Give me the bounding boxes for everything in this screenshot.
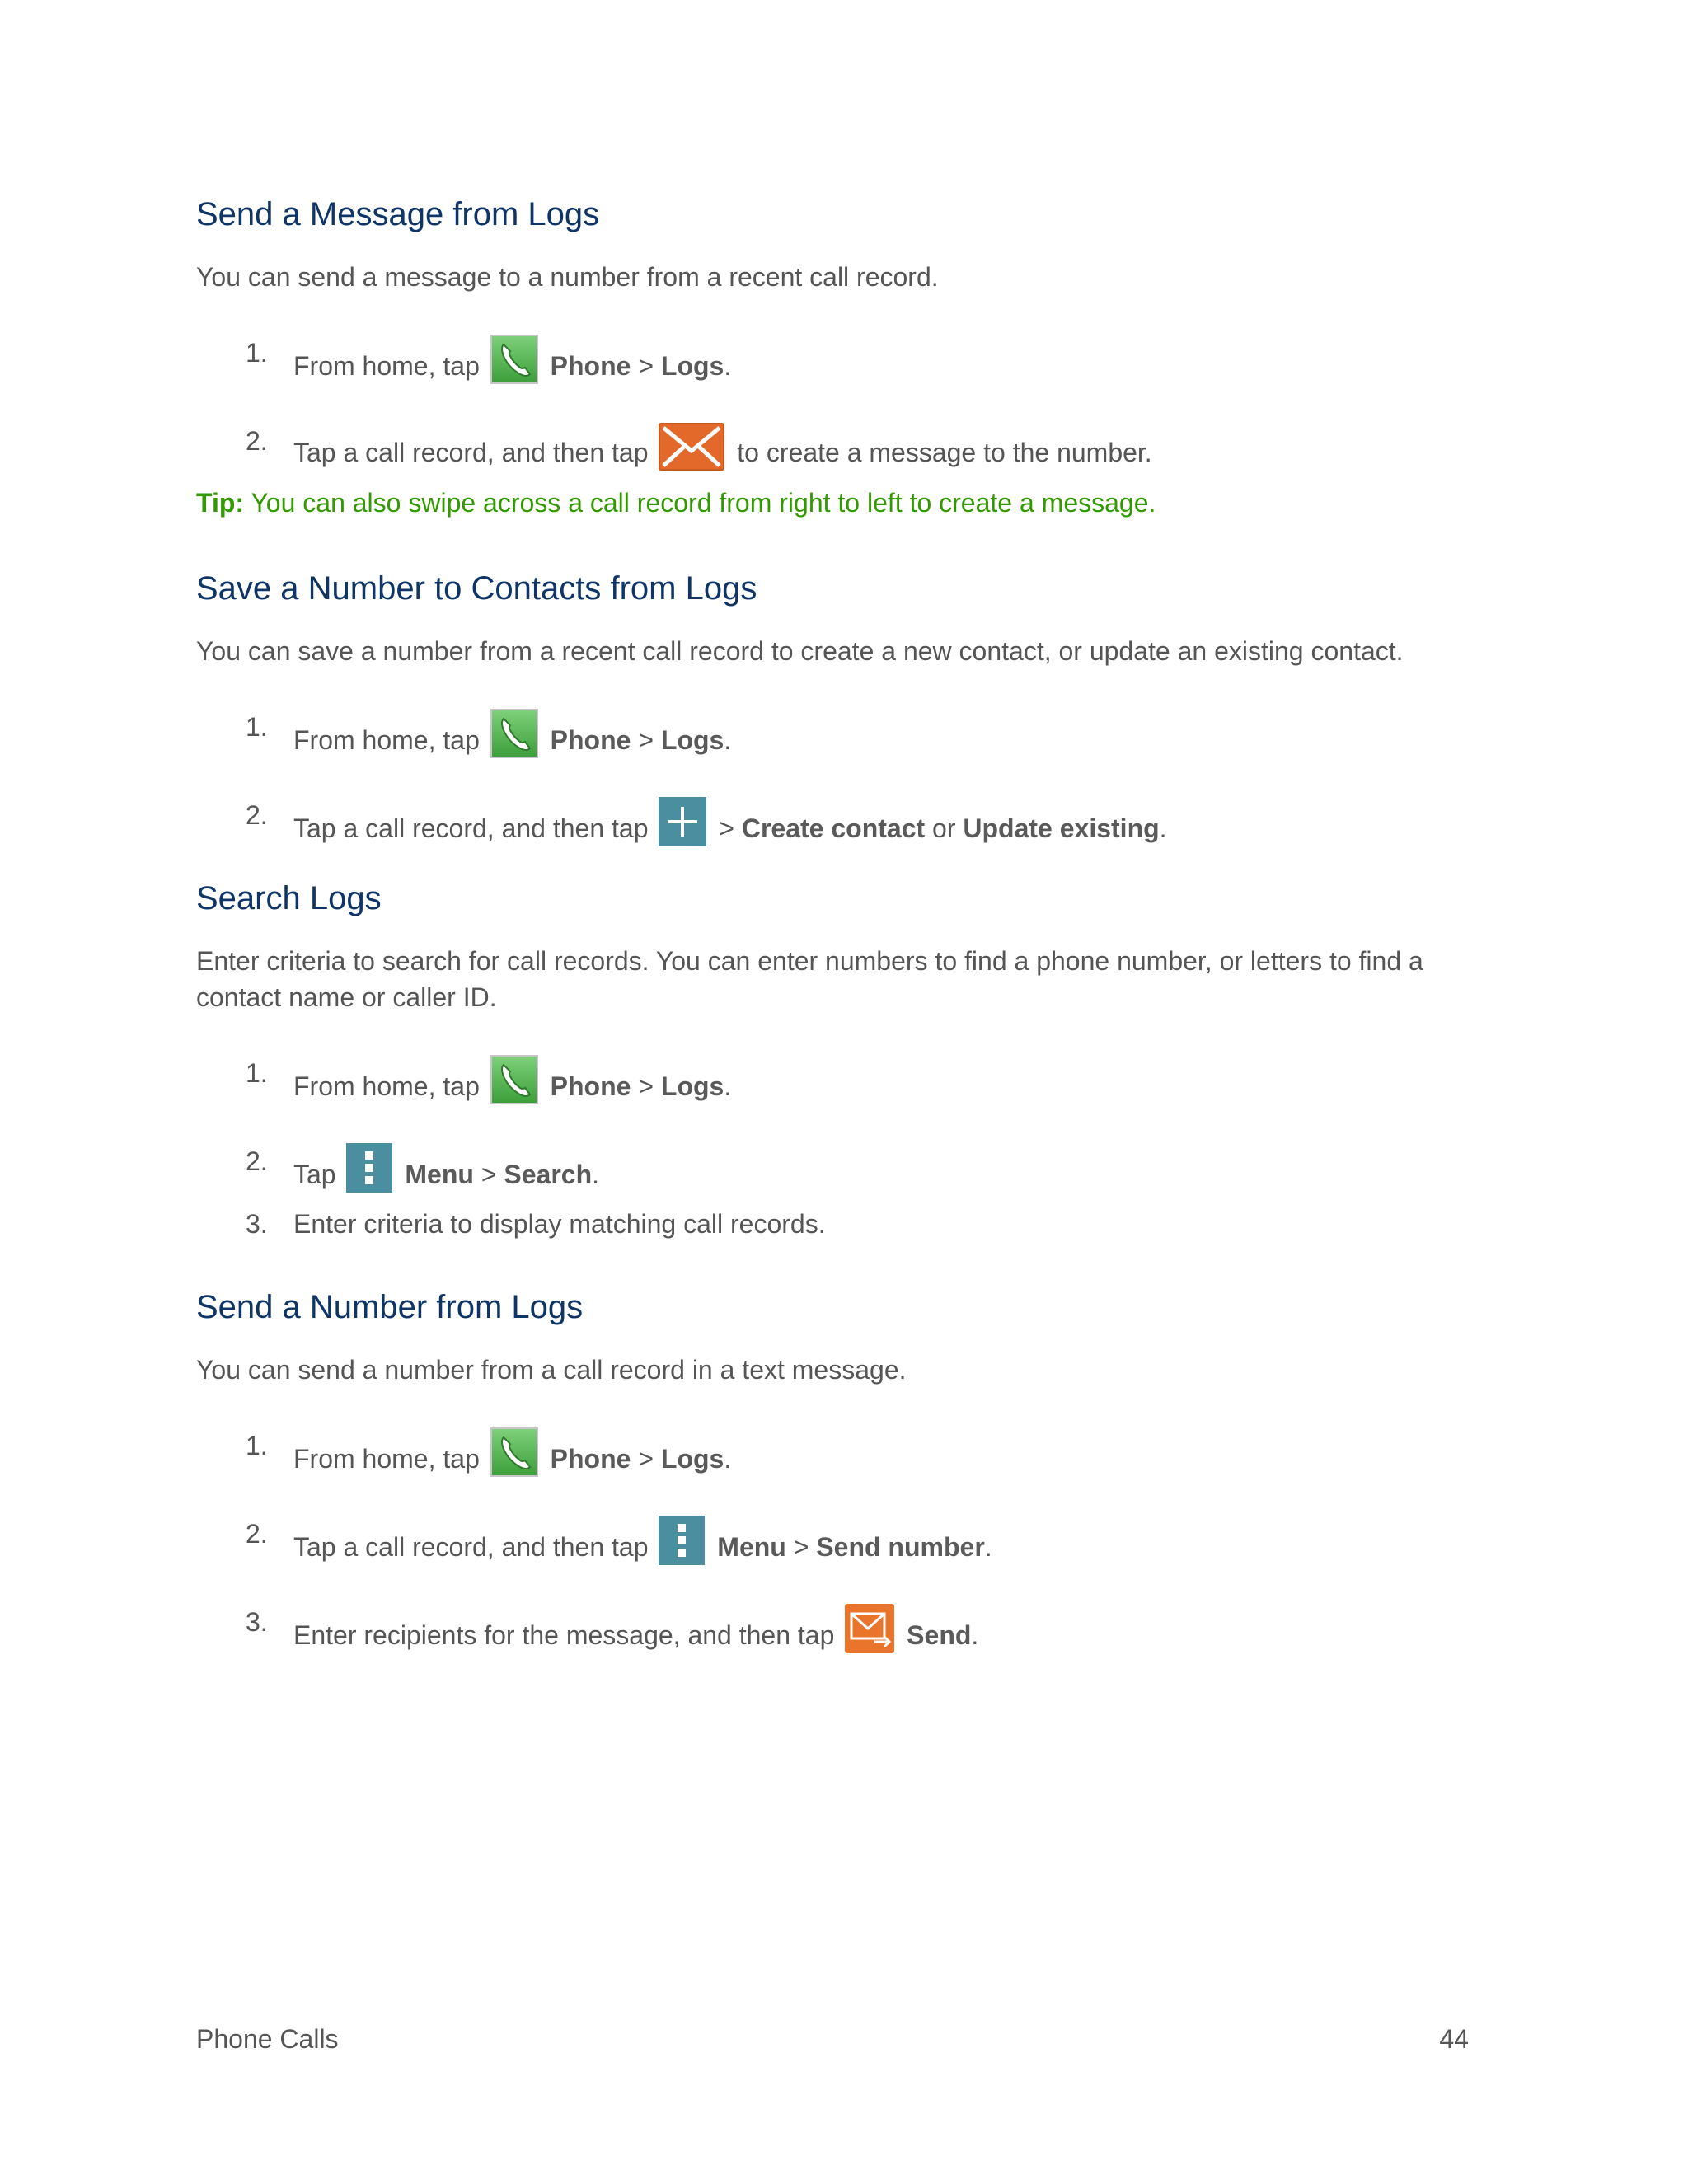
step-bold-1: Phone [550, 1071, 631, 1101]
step-text: From home, tap [293, 351, 480, 381]
section-search-logs [196, 879, 1482, 1242]
footer-chapter: Phone Calls [196, 2024, 339, 2054]
step-item [196, 1206, 1482, 1242]
step-bold-2: Search [504, 1160, 593, 1189]
step-number: 1. [246, 712, 268, 742]
tip-note [196, 485, 1482, 521]
step-item [196, 709, 1482, 755]
step-item [196, 335, 1482, 381]
step-text-after: to create a message to the number. [737, 438, 1152, 467]
step-list [196, 1055, 1482, 1242]
phone-icon [490, 335, 538, 384]
section-intro: You can send a number from a call record in a text message. [196, 1355, 907, 1385]
step-end: . [724, 725, 732, 755]
step-number: 3. [246, 1607, 268, 1637]
phone-icon [490, 709, 538, 758]
step-separator: > [638, 1071, 654, 1101]
step-bold-1: Menu [717, 1532, 786, 1562]
step-bold-1: Menu [405, 1160, 474, 1189]
phone-icon [490, 1055, 538, 1104]
step-item [196, 1055, 1482, 1101]
step-end: . [971, 1620, 979, 1650]
step-bold-2: Logs [660, 1071, 724, 1101]
step-bold-2: Send number [816, 1532, 985, 1562]
step-text: From home, tap [293, 725, 480, 755]
step-number: 1. [246, 1058, 268, 1088]
step-bold-2: Update existing [963, 813, 1160, 843]
step-item [196, 1427, 1482, 1474]
step-item [196, 1516, 1482, 1562]
step-end: . [724, 351, 732, 381]
step-bold-2: Logs [660, 351, 724, 381]
step-end: . [724, 1444, 732, 1474]
section-save-number [196, 569, 1482, 843]
step-number: 2. [246, 1519, 268, 1549]
step-text: From home, tap [293, 1071, 480, 1101]
step-item [196, 1143, 1482, 1189]
tip-text: You can also swipe across a call record from right to left to create a message. [251, 488, 1156, 518]
step-text-mid: or [932, 813, 956, 843]
footer-page-number: 44 [1439, 2024, 1469, 2054]
step-text: Enter recipients for the message, and then tap [293, 1620, 835, 1650]
step-end: . [1159, 813, 1167, 843]
section-title: Save a Number to Contacts from Logs [196, 570, 757, 607]
menu-icon [346, 1143, 392, 1193]
step-separator: > [638, 351, 654, 381]
step-end: . [592, 1160, 600, 1189]
step-bold-1: Phone [550, 351, 631, 381]
step-bold-2: Logs [660, 725, 724, 755]
section-title: Send a Message from Logs [196, 196, 600, 232]
menu-icon [659, 1516, 705, 1565]
step-number: 1. [246, 338, 268, 368]
step-number: 3. [246, 1209, 268, 1239]
step-number: 2. [246, 800, 268, 830]
section-title: Search Logs [196, 880, 382, 916]
step-list [196, 709, 1482, 843]
tip-label: Tip: [196, 488, 245, 518]
step-list [196, 335, 1482, 467]
step-item [196, 423, 1482, 467]
step-separator: > [638, 1444, 654, 1474]
step-list [196, 1427, 1482, 1650]
section-title: Send a Number from Logs [196, 1289, 584, 1325]
step-number: 1. [246, 1431, 268, 1460]
message-icon [659, 423, 724, 471]
plus-icon [659, 797, 706, 846]
phone-icon [490, 1427, 538, 1477]
section-intro: You can save a number from a recent call record to create a new contact, or update an existing contact. [196, 636, 1404, 666]
step-bold-1: Create contact [741, 813, 926, 843]
step-separator: > [793, 1532, 809, 1562]
step-number: 2. [246, 426, 268, 456]
step-bold-1: Send [907, 1620, 972, 1650]
step-separator: > [638, 725, 654, 755]
step-text: Tap a call record, and then tap [293, 438, 649, 467]
step-bold-2: Logs [660, 1444, 724, 1474]
step-number: 2. [246, 1146, 268, 1176]
step-item [196, 797, 1482, 843]
section-send-message [196, 194, 1482, 521]
step-text: Enter criteria to display matching call records. [293, 1209, 826, 1239]
step-bold-1: Phone [550, 725, 631, 755]
step-item [196, 1604, 1482, 1650]
step-text: Tap [293, 1160, 336, 1189]
section-intro: Enter criteria to search for call records. You can enter numbers to find a phone number, or letters to find a contact name or caller ID. [196, 946, 1423, 1012]
send-icon [845, 1604, 894, 1653]
step-separator: > [481, 1160, 497, 1189]
step-text: Tap a call record, and then tap [293, 813, 649, 843]
step-bold-1: Phone [550, 1444, 631, 1474]
section-intro: You can send a message to a number from a recent call record. [196, 262, 939, 292]
step-separator: > [719, 813, 734, 843]
step-end: . [984, 1532, 992, 1562]
step-end: . [724, 1071, 732, 1101]
step-text: From home, tap [293, 1444, 480, 1474]
section-send-number [196, 1287, 1482, 1650]
step-text: Tap a call record, and then tap [293, 1532, 649, 1562]
